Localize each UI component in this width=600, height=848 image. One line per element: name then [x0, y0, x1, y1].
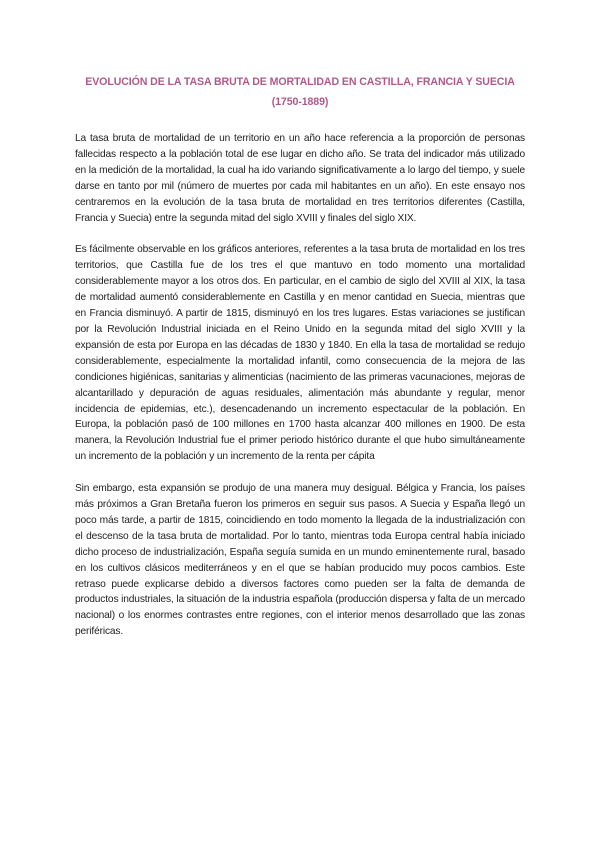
- paragraph-expansion: Sin embargo, esta expansión se produjo de una manera muy desigual. Bélgica y Francia, los países más próximos a Gran Bretaña fueron los primeros en seguir sus pasos. A Suecia y España llegó un poco más tarde, a partir de 1815, coincidiendo en todo momento la llegada de la industrialización con el descenso de la tasa bruta de mortalidad. Por lo tanto, mientras toda Europa central había iniciado dicho proceso de industrialización, España seguía sumida en un mundo eminentemente rural, basado en los cultivos clásicos mediterráneos y en el que se habían producido muy pocos cambios. Este retraso puede explicarse debido a diversos factores como pueden ser la falta de demanda de productos industriales, la situación de la industria española (producción dispersa y falta de un mercado nacional) o los enormes contrastes entre regiones, con el interior menos desarrollado que las zonas periféricas.: [75, 483, 525, 638]
- document-title: [75, 72, 525, 112]
- paragraph-introduction: La tasa bruta de mortalidad de un territorio en un año hace referencia a la proporción de personas fallecidas respecto a la población total de ese lugar en dicho año. Se trata del indicador más utilizado en la medición de la mortalidad, la cual ha ido variando significativamente a lo largo del tiempo, y suele darse en tanto por mil (número de muertes por cada mil habitantes en un año). En este ensayo nos centraremos en la evolución de la tasa bruta de mortalidad en tres territorios diferentes (Castilla, Francia y Suecia) entre la segunda mitad del siglo XVIII y finales del siglo XIX.: [75, 133, 525, 224]
- paragraph-analysis: Es fácilmente observable en los gráficos anteriores, referentes a la tasa bruta de mortalidad en los tres territorios, que Castilla fue de los tres el que mantuvo en todo momento una mortalidad considerablemente mayor a los otros dos. En particular, en el cambio de siglo del XVIII al XIX, la tasa de mortalidad aumentó considerablemente en Castilla y en menor cantidad en Suecia, mientras que en Francia disminuyó. A partir de 1815, disminuyó en los tres lugares. Estas variaciones se justifican por la Revolución Industrial iniciada en el Reino Unido en la segunda mitad del siglo XVIII y la expansión de esta por Europa en las décadas de 1830 y 1840. En ella la tasa de mortalidad se redujo considerablemente, especialmente la mortalidad infantil, como consecuencia de la mejora de las condiciones higiénicas, sanitarias y alimenticias (nacimiento de las primeras vacunaciones, mejoras de alcantarillado y depuración de aguas residuales, alimentación más abundante y regular, menor incidencia de epidemias, etc.), desencadenando un incremento espectacular de la población. En Europa, la población pasó de 100 millones en 1700 hasta alcanzar 400 millones en 1900. De esta manera, la Revolución Industrial fue el primer periodo histórico durante el que hubo simultáneamente un incremento de la población y un incremento de la renta per cápita: [75, 244, 525, 463]
- title-line-1: EVOLUCIÓN DE LA TASA BRUTA DE MORTALIDAD EN CASTILLA, FRANCIA Y SUECIA: [85, 76, 515, 88]
- title-line-2: (1750-1889): [271, 96, 329, 108]
